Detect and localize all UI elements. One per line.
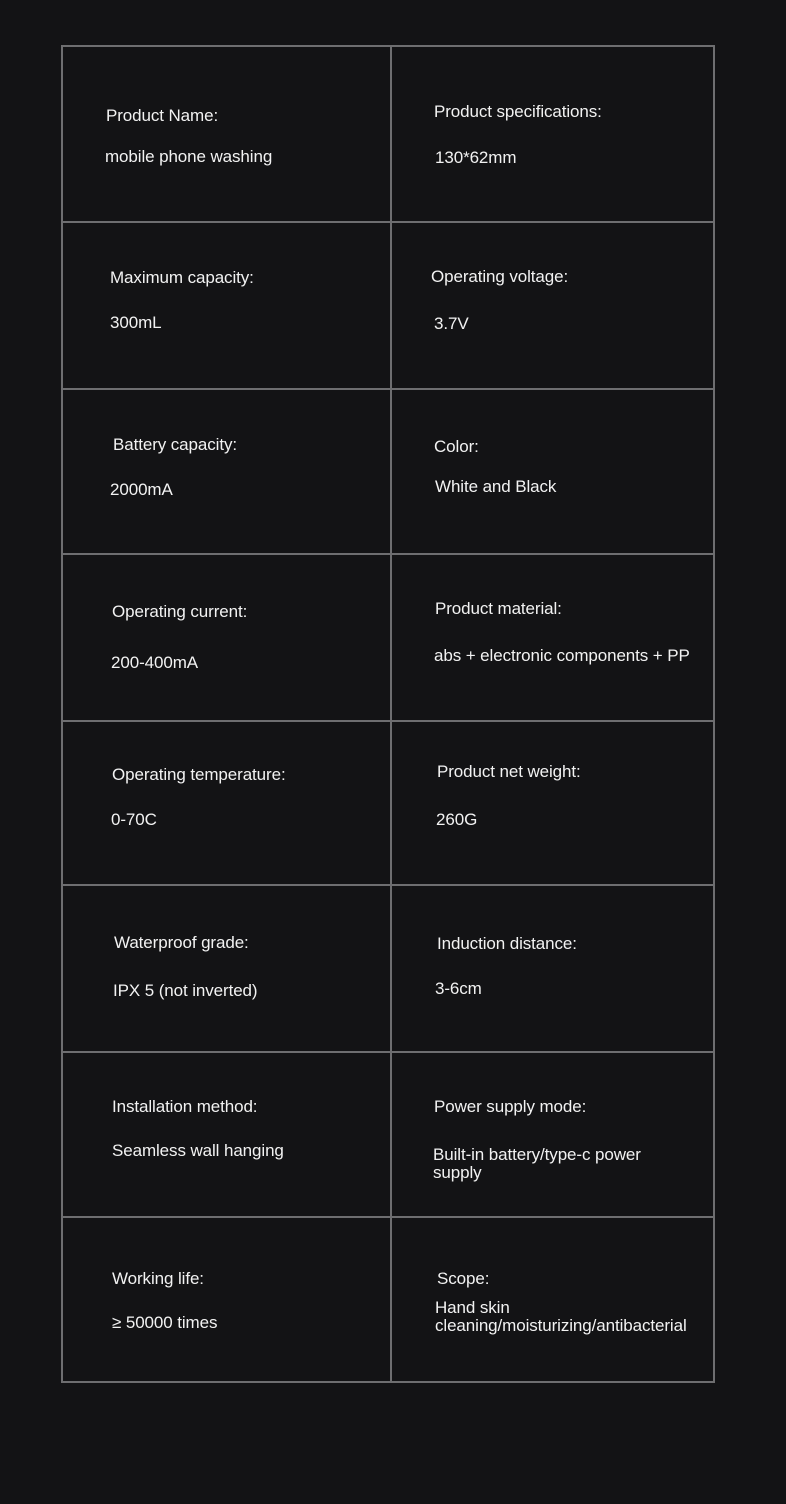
spec-label: Color: [434, 437, 479, 456]
spec-value: abs + electronic components + PP [434, 646, 690, 665]
spec-cell [390, 555, 715, 721]
spec-value: White and Black [435, 477, 557, 496]
spec-value: 0-70C [111, 810, 157, 829]
spec-label: Maximum capacity: [110, 268, 254, 287]
spec-cell [63, 1218, 391, 1383]
spec-value: IPX 5 (not inverted) [113, 981, 258, 1000]
spec-value: 300mL [110, 313, 162, 332]
spec-value: 2000mA [110, 480, 173, 499]
spec-label: Battery capacity: [113, 435, 237, 454]
spec-cell [63, 223, 391, 389]
spec-row [63, 388, 713, 554]
spec-value: mobile phone washing [105, 147, 273, 166]
spec-cell [63, 390, 391, 554]
spec-label: Waterproof grade: [114, 933, 249, 952]
spec-cell [390, 1218, 715, 1383]
spec-row [63, 221, 713, 389]
spec-label: Installation method: [112, 1097, 258, 1116]
spec-value: 200-400mA [111, 653, 198, 672]
spec-value: 260G [436, 810, 478, 829]
spec-row [63, 884, 713, 1052]
spec-label: Product specifications: [434, 102, 602, 121]
spec-cell [63, 886, 391, 1052]
spec-label: Scope: [437, 1269, 490, 1288]
spec-cell [390, 47, 715, 222]
spec-label: Product net weight: [437, 762, 581, 781]
spec-label: Operating voltage: [431, 267, 569, 286]
spec-row [63, 1051, 713, 1217]
spec-label: Working life: [112, 1269, 204, 1288]
spec-value: Seamless wall hanging [112, 1141, 284, 1160]
spec-cell [390, 223, 715, 389]
spec-label: Operating current: [112, 602, 248, 621]
spec-row [63, 1216, 713, 1383]
spec-cell [390, 722, 715, 885]
spec-value: 130*62mm [435, 148, 517, 167]
spec-value: Built-in battery/type-c power supply [433, 1145, 641, 1182]
spec-label: Product Name: [106, 106, 219, 125]
spec-table [61, 45, 715, 1383]
spec-cell [63, 1053, 391, 1217]
spec-value: Hand skin cleaning/moisturizing/antibacterial [435, 1298, 687, 1335]
spec-value: ≥ 50000 times [112, 1313, 218, 1332]
spec-row [63, 720, 713, 885]
spec-cell [63, 722, 391, 885]
spec-value: 3.7V [434, 314, 469, 333]
spec-cell [63, 555, 391, 721]
spec-label: Power supply mode: [434, 1097, 587, 1116]
spec-value: 3-6cm [435, 979, 482, 998]
spec-cell [390, 886, 715, 1052]
spec-cell [390, 390, 715, 554]
spec-row [63, 553, 713, 721]
spec-label: Product material: [435, 599, 562, 618]
spec-cell [63, 47, 391, 222]
spec-cell [390, 1053, 715, 1217]
spec-label: Operating temperature: [112, 765, 286, 784]
spec-row [63, 47, 713, 222]
spec-label: Induction distance: [437, 934, 577, 953]
